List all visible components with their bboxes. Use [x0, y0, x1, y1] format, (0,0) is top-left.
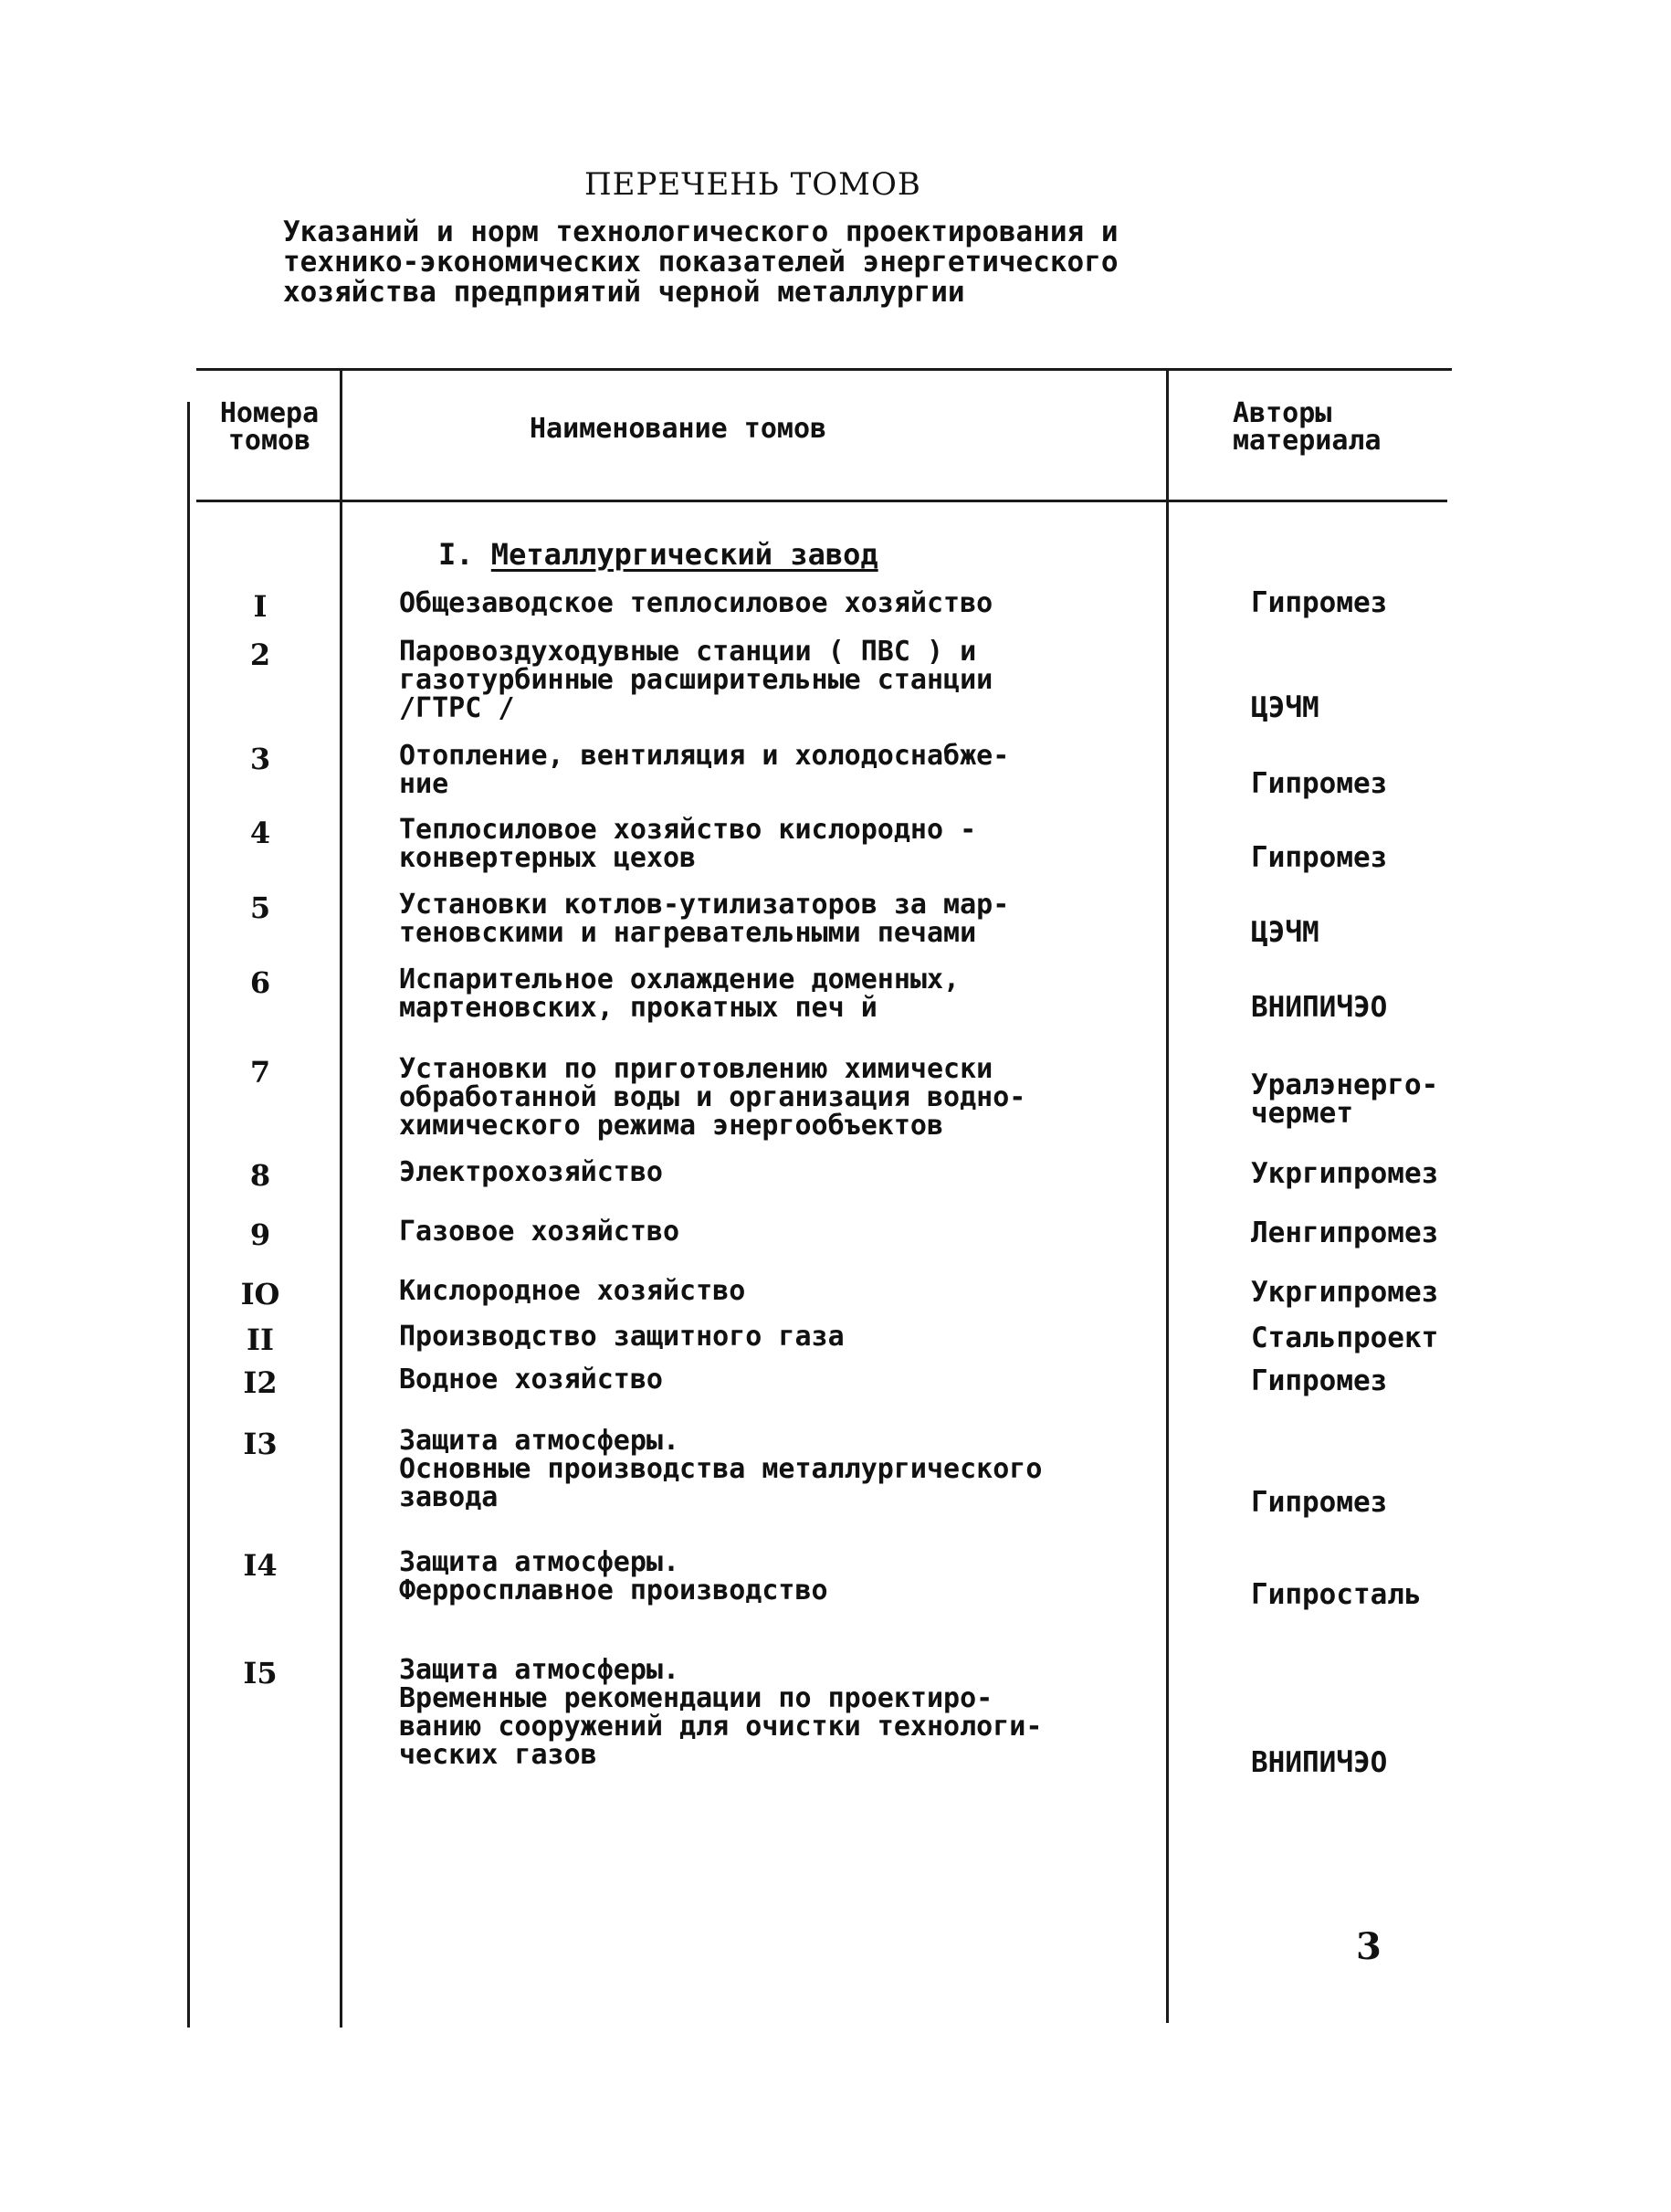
section-heading: [438, 537, 878, 572]
row-number: I: [253, 589, 268, 624]
section-prefix: I.: [438, 537, 491, 572]
page-number: 3: [1356, 1925, 1382, 1968]
table-top-rule: [196, 368, 1452, 371]
row-number: I3: [243, 1427, 278, 1461]
header-number: Номера томов: [219, 397, 320, 457]
row-name: Защита атмосферы. Ферросплавное производство: [399, 1546, 828, 1606]
row-number: 4: [249, 816, 271, 850]
row-number: 9: [249, 1217, 271, 1252]
row-name: Паровоздуходувные станции ( ПВС ) и газотурбинные расширительные станции /ГТРС /: [399, 636, 993, 724]
row-number: I4: [243, 1548, 278, 1583]
row-author: Гипромез: [1251, 586, 1388, 619]
row-name: Отопление, вентиляция и холодоснабже- ние: [399, 740, 1010, 800]
row-author: Укргипромез: [1251, 1276, 1439, 1309]
row-name: Водное хозяйство: [399, 1364, 663, 1396]
row-author: ВНИПИЧЭО: [1251, 991, 1388, 1024]
row-number: I2: [243, 1365, 278, 1400]
row-author: Укргипромез: [1251, 1157, 1439, 1190]
row-name: Испарительное охлаждение доменных, мартеновских, прокатных печ й: [399, 964, 961, 1024]
row-name: Теплосиловое хозяйство кислородно - конвертерных цехов: [399, 814, 977, 874]
row-name: Кислородное хозяйство: [399, 1275, 746, 1307]
row-number: 5: [249, 890, 271, 925]
row-name: Общезаводское теплосиловое хозяйство: [399, 587, 993, 619]
row-name: Установки котлов-утилизаторов за мар- теновскими и нагревательными печами: [399, 889, 1010, 949]
header-bottom-rule: [196, 500, 1447, 502]
row-number: IO: [240, 1277, 280, 1311]
row-author: ВНИПИЧЭО: [1251, 1746, 1388, 1779]
row-number: 8: [249, 1158, 271, 1193]
row-name: Защита атмосферы. Основные производства металлургического завода: [399, 1425, 1043, 1513]
row-author: Уралэнерго- чермет: [1251, 1069, 1439, 1130]
row-number: 3: [249, 742, 271, 776]
header-authors: Авторы материала: [1233, 397, 1382, 457]
row-number: II: [247, 1322, 274, 1357]
row-number: I5: [243, 1656, 278, 1691]
section-title: Металлургический завод: [490, 537, 878, 572]
column-divider-2: [1166, 370, 1169, 2023]
row-name: Электрохозяйство: [399, 1156, 663, 1188]
row-author: Ленгипромез: [1251, 1217, 1439, 1249]
page-subtitle: Указаний и норм технологического проектирования и технико-экономических показателей энергетического хозяйства предприятий черной металлургии: [283, 216, 1119, 309]
row-author: Гипромез: [1251, 767, 1388, 800]
page-title: ПЕРЕЧЕНЬ ТОМОВ: [584, 166, 921, 203]
row-author: Гипромез: [1251, 1486, 1388, 1519]
row-author: ЦЭЧМ: [1251, 691, 1319, 724]
row-author: ЦЭЧМ: [1251, 916, 1319, 949]
row-number: 6: [249, 965, 271, 1000]
row-name: Установки по приготовлению химически обработанной воды и организация водно- химического режима энергообъектов: [399, 1053, 1026, 1142]
row-author: Гипромез: [1251, 1364, 1388, 1397]
row-name: Защита атмосферы. Временные рекомендации по проектиро- ванию сооружений для очистки технологи- ческих газов: [399, 1654, 1043, 1771]
row-number: 7: [249, 1055, 271, 1090]
row-author: Гипросталь: [1251, 1578, 1422, 1611]
row-number: 2: [249, 637, 271, 672]
row-author: Стальпроект: [1251, 1322, 1439, 1354]
row-author: Гипромез: [1251, 841, 1388, 874]
row-name: Производство защитного газа: [399, 1321, 845, 1353]
header-name: Наименование томов: [530, 413, 827, 445]
row-name: Газовое хозяйство: [399, 1216, 680, 1248]
